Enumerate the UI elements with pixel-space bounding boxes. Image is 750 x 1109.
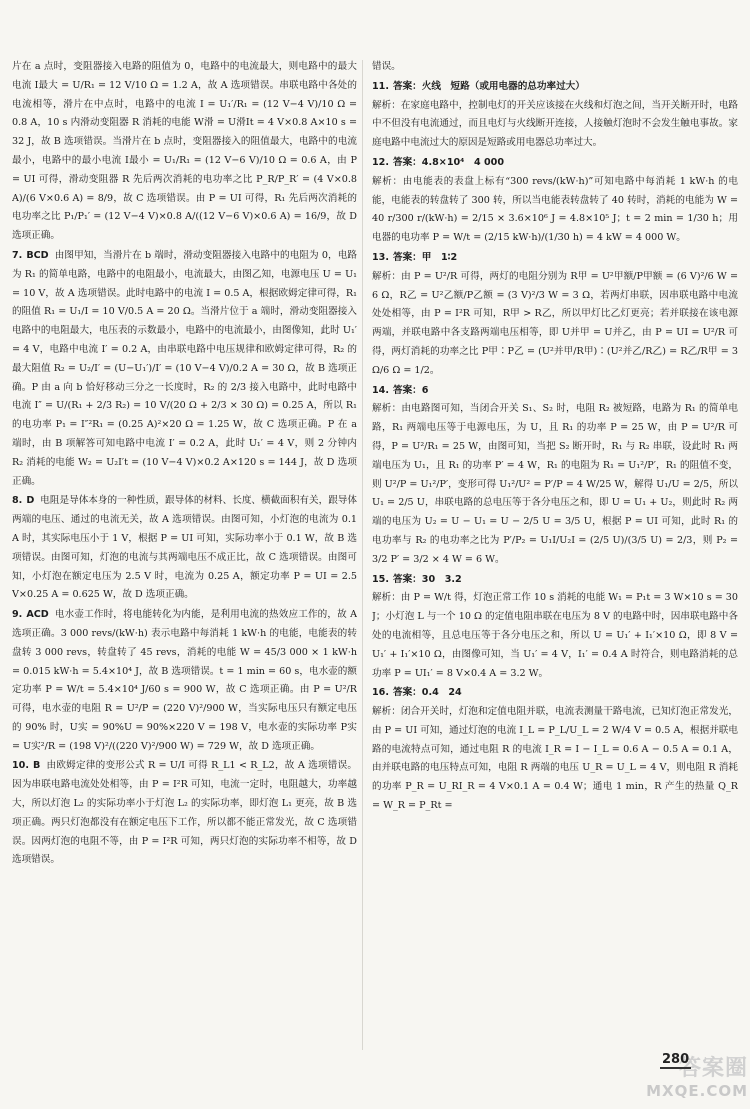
explanation: 由欧姆定律的变形公式 R = U/I 可得 R_L1 < R_L2，故 A 选项错误。因为串联电路电流处处相等，由 P = I²R 可知，电流一定时，电阻越大，功率越大，所以灯泡 L₂ 的实际功率小于灯泡 L₂ 的实际功率，即灯泡 L₁ 更亮，故 B 选项正确。两只灯泡都没有在额定电压下工作，所以都不能正常发光，故 C 选项错误。因两灯泡的电阻不等，由 P = I²R 可知，两只灯泡的实际功率不相等，故 D 选项错误。 [12,760,357,866]
answer-line: 答案：6 [393,384,429,396]
question-number: 9. [12,609,23,621]
paragraph: 片在 a 点时，变阻器接入电路的阻值为 0，电路中的电流最大，则电路中的最大电流 I最大 = U/R₁ = 12 V/10 Ω = 1.2 A，故 A 选项错误。串联电路中各处的电流相等，滑片在中点时，电路中的电流 I = U₁′/R₁ = (12 V−4 V)/10 Ω = 0.8 A，10 s 内滑动变阻器 R 消耗的电能 W滑 = U滑It = 4 V×0.8 A×10 s = 32 J，故 B 选项错误。当滑片在 b 点时，变阻器接入的阻值最大，电路中的电流最小，电路中的最小电流 I最小 = U₁/R₁ = (12 V−6 V)/10 Ω = 0.6 A，由 P = UI 可得，滑动变阻器 R 先后两次消耗的电功率之比 P_R/P_R′ = (4 V×0.8 A)/(6 V×0.6 A) = 8/9，故 C 选项错误。由 P = UI 可得，R₁ 先后两次消耗的电功率之比 P₁/P₁′ = (12 V−4 V)×0.8 A/((12 V−6 V)×0.6 A) = 16/9，故 D 选项正确。 [12,61,357,242]
page-number: 280 [662,1052,690,1067]
answer-line: 答案：火线 短路（或用电器的总功率过大） [393,80,585,92]
paragraph: 错误。 [372,61,401,72]
answer-line: 答案：0.4 24 [393,687,462,699]
question-8 [12,492,357,605]
column-divider [362,60,363,1050]
explanation: 解析：闭合开关时，灯泡和定值电阻并联，电流表测量干路电流，已知灯泡正常发光，由 P = UI 可知，通过灯泡的电流 I_L = P_L/U_L = 2 W/4 V = 0.5 A，根据并联电路的电流特点可知，通过电阻 R 的电流 I_R = I − I_L = 0.6 A − 0.5 A = 0.1 A，由并联电路的电压特点可知，电阻 R 两端的电压 U_R = U_L = 4 V，则电阻 R 消耗的功率 P_R = U_RI_R = 4 V×0.1 A = 0.4 W；通电 1 min，R 产生的热量 Q_R = W_R = P_Rt = [372,706,738,812]
explanation: 解析：由电路图可知，当闭合开关 S₁、S₂ 时，电阻 R₂ 被短路，电路为 R₁ 的简单电路，R₁ 两端电压等于电源电压，为 U，且 R₁ 的功率 P = 25 W，由 P = U²/R 可得，P = U²/R₁ = 25 W，由图可知，当把 S₂ 断开时，R₁ 与 R₂ 串联，设此时 R₁ 两端电压为 U₁，且 R₁ 的功率 P′ = 4 W，R₁ 的电阻为 R₁ = U₁²/P′，R₁ 的阻值不变，则 U²/P = U₁²/P′，变形可得 U₁²/U² = P′/P = 4 W/25 W，解得 U₁/U = 2/5，所以 U₁ = 2/5 U，串联电路的总电压等于各分电压之和，即 U = U₁ + U₂，则此时 R₂ 两端的电压为 U₂ = U − U₁ = U − 2/5 U = 3/5 U，根据 P = UI 可知，此时 R₁ 的电功率与 R₂ 的电功率之比为 P′/P₂ = U₁I/U₂I = (2/5 U)/(3/5 U) = 2/3，则 P₂ = 3/2 P′ = 3/2 × 4 W = 6 W。 [372,403,738,565]
explanation: 电水壶工作时，将电能转化为内能，是利用电流的热效应工作的，故 A 选项正确。3 000 revs/(kW·h) 表示电路中每消耗 1 kW·h 的电能，电能表的转盘转 3 000 revs，转盘转了 45 revs，消耗的电能 W = 45/3 000 × 1 kW·h = 0.015 kW·h = 5.4×10⁴ J，故 B 选项错误。t = 1 min = 60 s，电水壶的额定功率 P = W/t = 5.4×10⁴ J/60 s = 900 W，故 C 选项正确。由 P = U²/R 可得，电水壶的电阻 R = U²/P = (220 V)²/900 W，当实际电压只有额定电压的 90% 时，U实 = 90%U = 90%×220 V = 198 V，电水壶的实际功率 P实 = U实²/R = (198 V)²/((220 V)²/900 W) = 729 W，故 D 选项正确。 [12,609,357,752]
explanation: 解析：由 P = U²/R 可得，两灯的电阻分别为 R甲 = U²甲额/P甲额 = (6 V)²/6 W = 6 Ω，R乙 = U²乙额/P乙额 = (3 V)²/3 W = 3 Ω，若两灯串联，因串联电路中电流处处相等，由 P = I²R 可知，R甲 > R乙，所以甲灯比乙灯更亮；若并联接在该电源两端，并联电路中各支路两端电压相等，即 U并甲 = U并乙，由 P = UI = U²/R 可得，两灯消耗的功率之比 P甲∶P乙 = (U²并甲/R甲)∶(U²并乙/R乙) = R乙/R甲 = 3 Ω/6 Ω = 1/2。 [372,270,738,376]
explanation: 解析：由 P = W/t 得，灯泡正常工作 10 s 消耗的电能 W₁ = P₁t = 3 W×10 s = 30 J；小灯泡 L 与一个 10 Ω 的定值电阻串联在电压为 8 V 的电路中时，因串联电路中各处的电流相等，且总电压等于各分电压之和，所以 U = U₁′ + I₁′×10 Ω，即 8 V = U₁′ + I₁′×10 Ω，由图像可知，当 U₁′ = 4 V，I₁′ = 0.4 A 时符合，则电路消耗的总功率 P = UI₁′ = 8 V×0.4 A = 3.2 W。 [372,592,738,679]
right-column [372,58,738,1049]
watermark-url: MXQE.COM [646,1082,748,1100]
question-14 [372,382,738,570]
explanation: 解析：由电能表的表盘上标有“300 revs/(kW·h)”可知电路中每消耗 1 kW·h 的电能，电能表的转盘转了 300 转，所以当电能表转盘转了 40 转时，消耗的电能为 W = 40 r/300 r/(kW·h) = 2/15 × 3.6×10⁶ J = 4.8×10⁵ J；t = 2 min = 1/30 h；用电器的电功率 P = W/t = (2/15 kW·h)/(1/30 h) = 4 kW = 4 000 W。 [372,175,738,244]
question-13 [372,249,738,381]
watermark-logo-text: 答案圈 [678,1056,748,1081]
question-9 [12,606,357,756]
answer-line: 答案：30 3.2 [393,573,462,585]
question-number: 7. [12,249,23,261]
question-15 [372,571,738,684]
question-number: 16. [372,687,389,699]
explanation: 由图甲知，当滑片在 b 端时，滑动变阻器接入电路中的电阻为 0，电路为 R₁ 的简单电路，电路中的电阻最小，电流最大，由图乙知，电源电压 U = U₁ = 10 V，故 A 选项错误。此时电路中的电流 I = 0.5 A，根据欧姆定律可得，R₁ 的阻值 R₁ = U₁/I = 10 V/0.5 A = 20 Ω。当滑片位于 a 端时，滑动变阻器接入电路中的电阻最大，电压表的示数最小，电路中的电流最小，由图像知，此时 U₁′ = 4 V，电路中电流 I′ = 0.2 A，由串联电路中电压规律和欧姆定律可得，R₂ 的最大阻值 R₂ = U₂/I′ = (U−U₁′)/I′ = (10 V−4 V)/0.2 A = 30 Ω，故 B 选项正确。P 由 a 向 b 恰好移动三分之一长度时，R₂ 的 2/3 接入电路中，此时电路中电流 I″ = U/(R₁ + 2/3 R₂) = 10 V/(20 Ω + 2/3 × 30 Ω) = 0.25 A，所以 R₁ 的电功率 P₁ = I″²R₁ = (0.25 A)²×20 Ω = 1.25 W，故 C 选项正确。P 在 a 端时，由 B 项解答可知电路中电流 I′ = 0.2 A，此时 U₁′ = 4 V，则 2 分钟内 R₂ 消耗的电能 W₂ = U₂I′t = (10 V−4 V)×0.2 A×120 s = 144 J，故 D 选项正确。 [12,249,357,487]
answer-line: 答案：4.8×10⁴ 4 000 [393,156,505,168]
answer-line: 答案：甲 1∶2 [393,251,458,263]
explanation: 电阻是导体本身的一种性质，跟导体的材料、长度、横截面积有关，跟导体两端的电压、通过的电流无关，故 A 选项错误。由图可知，小灯泡的电流为 0.1 A 时，其实际电压小于 1 V，根据 P = UI 可知，实际功率小于 0.1 W，故 B 选项错误。由图可知，灯泡的电流与其两端电压不成正比，故 C 选项错误。由图可知，小灯泡在额定电压为 2.5 V 时，电流为 0.25 A，额定功率 P = UI = 2.5 V×0.25 A = 0.625 W，故 D 选项正确。 [12,495,357,601]
answer-choice: ACD [26,609,49,621]
question-11 [372,78,738,153]
question-16 [372,684,738,816]
left-column [12,58,357,1049]
answer-choice: BCD [26,249,49,261]
question-number: 10. [12,760,29,772]
question-7 [12,247,357,491]
question-number: 15. [372,573,389,585]
question-number: 13. [372,251,389,263]
answer-choice: B [33,760,41,772]
answer-choice: D [26,495,35,507]
question-10 [12,757,357,870]
question-number: 11. [372,80,389,92]
question-number: 12. [372,156,389,168]
question-number: 8. [12,495,23,507]
question-number: 14. [372,384,389,396]
question-12 [372,154,738,248]
explanation: 解析：在家庭电路中，控制电灯的开关应该接在火线和灯泡之间，当开关断开时，电路中不但没有电流通过，而且电灯与火线断开连接，人接触灯泡时不会发生触电事故。家庭电路中电流过大的原因是短路或用电器总功率过大。 [372,99,738,149]
